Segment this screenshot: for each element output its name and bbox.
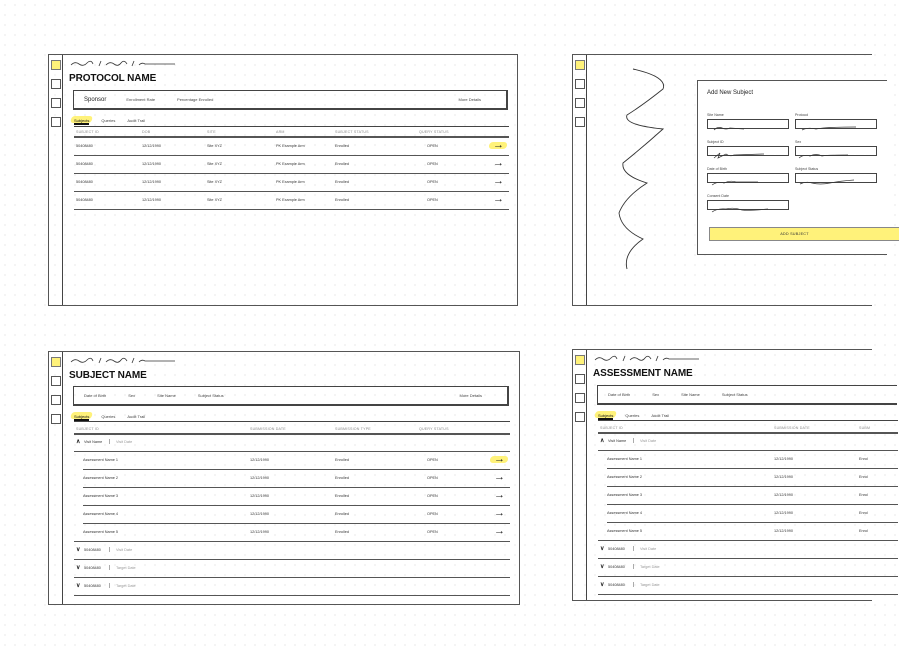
visit-group-expanded[interactable] (74, 434, 510, 452)
submission-type-cell: Enrol (859, 475, 868, 479)
arrow-right-icon[interactable]: → (494, 507, 505, 519)
nav-rail (49, 55, 63, 305)
separator: | (633, 438, 635, 444)
submission-date-cell: 12/12/1990 (774, 511, 794, 515)
scribble-breadcrumb-icon[interactable] (69, 355, 179, 365)
percentage-enrolled-label: Percentage Enrolled (177, 97, 214, 102)
chevron-down-icon[interactable]: ∨ (76, 547, 81, 553)
tab-subjects[interactable]: Subjects (74, 413, 90, 419)
site-cell: Site XYZ (207, 162, 222, 166)
tab-queries[interactable]: Queries (625, 412, 640, 418)
square-icon[interactable] (51, 376, 61, 386)
arrow-right-icon[interactable]: → (493, 193, 504, 205)
assessment-row[interactable] (598, 487, 898, 505)
column-header[interactable]: SUBMISSION DATE (250, 427, 286, 431)
square-icon[interactable] (575, 98, 585, 108)
sex-label: Sex (795, 140, 802, 144)
separator: | (109, 547, 111, 553)
target-date: Target Date (116, 566, 136, 570)
square-highlighted-icon[interactable] (51, 357, 61, 367)
assessment-row[interactable] (74, 524, 510, 542)
subject-info-bar (73, 386, 509, 406)
visit-date: Visit Date (116, 440, 133, 444)
assessment-row[interactable] (598, 451, 898, 469)
table-row[interactable] (74, 192, 509, 210)
visit-name: 50408480 (84, 548, 101, 552)
tab-audit-trail[interactable]: Audit Trail (651, 412, 670, 418)
table-row[interactable] (74, 138, 509, 156)
scribble-breadcrumb-icon[interactable] (69, 58, 179, 68)
page-title: SUBJECT NAME (69, 370, 147, 381)
assessment-name-cell: Assessment Name 4 (83, 512, 119, 516)
separator: | (109, 565, 111, 571)
target-date: Target Date (640, 583, 660, 587)
consent-date-label: Consent Date (707, 194, 729, 198)
chevron-down-icon[interactable]: ∨ (600, 564, 605, 570)
assessment-name-cell: Assessment Name 2 (607, 475, 643, 479)
arm-cell: PK Example Arm (276, 144, 305, 148)
square-icon[interactable] (51, 395, 61, 405)
more-details-link[interactable]: More Details (458, 97, 481, 102)
subject-status-label: Subject Status (795, 167, 819, 171)
column-header[interactable]: QUERY STATUS (419, 427, 449, 431)
table-row[interactable] (74, 156, 509, 174)
nav-rail (573, 55, 587, 305)
visit-name: 50408480 (608, 583, 625, 587)
subject-status-label: Subject Status (721, 392, 748, 397)
modal-title: Add New Subject (707, 90, 754, 96)
submission-date-cell: 12/12/1990 (774, 475, 794, 479)
square-icon[interactable] (51, 98, 61, 108)
column-header[interactable]: SITE (207, 130, 216, 134)
protocol-screen-frame (48, 54, 518, 306)
site-name-input[interactable] (707, 119, 789, 129)
tab-subjects[interactable]: Subjects (598, 412, 614, 418)
submission-date-cell: 12/12/1990 (774, 457, 794, 461)
square-highlighted-icon[interactable] (575, 60, 585, 70)
arm-cell: PK Example Arm (276, 180, 305, 184)
visit-date: Visit Date (640, 439, 657, 443)
arrow-right-icon[interactable]: → (494, 525, 505, 537)
site-name-label: Site Name (707, 113, 724, 117)
sex-label: Sex (128, 393, 136, 398)
assessment-row[interactable] (74, 452, 510, 470)
consent-date-input[interactable] (707, 200, 789, 210)
submission-date-cell: 12/12/1990 (250, 458, 270, 462)
assessment-name-cell: Assessment Name 2 (83, 476, 119, 480)
separator: | (633, 546, 635, 552)
dob-cell: 12/12/1990 (142, 198, 162, 202)
visit-group-collapsed[interactable] (598, 559, 898, 577)
visit-group-collapsed[interactable] (598, 541, 898, 559)
tab-divider (598, 420, 898, 421)
dob-cell: 12/12/1990 (142, 162, 162, 166)
dob-label: Date of Birth (608, 392, 631, 397)
row-divider (598, 594, 898, 595)
page-title: ASSESSMENT NAME (593, 368, 693, 379)
tab-divider (74, 126, 509, 127)
submission-type-cell: Enrolled (335, 530, 349, 534)
subject-id-input[interactable] (707, 146, 789, 156)
query-status-cell: OPEN (427, 198, 438, 202)
visit-group-collapsed[interactable] (74, 542, 510, 560)
site-name-label: Site Name (157, 393, 176, 398)
tab-bar (598, 410, 681, 420)
row-divider (74, 595, 510, 596)
subject-id-label: Subject ID (707, 140, 724, 144)
tab-bar (74, 411, 157, 421)
assessment-name-cell: Assessment Name 4 (607, 511, 643, 515)
assessment-name-cell: Assessment Name 5 (607, 529, 643, 533)
submission-type-cell: Enrol (859, 493, 868, 497)
chevron-down-icon[interactable]: ∨ (76, 583, 81, 589)
visit-group-expanded[interactable] (598, 433, 898, 451)
visit-name: 50408480 (608, 547, 625, 551)
assessment-name-cell: Assessment Name 3 (607, 493, 643, 497)
submission-date-cell: 12/12/1990 (250, 530, 270, 534)
subject-id-cell: 50408480 (76, 162, 93, 166)
square-icon[interactable] (51, 79, 61, 89)
square-highlighted-icon[interactable] (575, 355, 585, 365)
submission-type-cell: Enrolled (335, 458, 349, 462)
separator: | (109, 439, 111, 445)
page-title: PROTOCOL NAME (69, 73, 157, 84)
visit-name: 50408480 (84, 584, 101, 588)
arrow-right-icon[interactable]: → (493, 175, 504, 187)
tab-divider (74, 421, 510, 422)
subject-status-label: Subject Status (197, 393, 224, 398)
query-status-cell: OPEN (427, 144, 438, 148)
dob-cell: 12/12/1990 (142, 180, 162, 184)
arrow-right-icon[interactable]: → (494, 453, 505, 465)
assessment-name-cell: Assessment Name 1 (83, 458, 119, 462)
nav-rail (49, 352, 63, 604)
assessment-screen-frame (572, 349, 872, 601)
subject-status-cell: Enrolled (335, 144, 349, 148)
query-status-cell: OPEN (427, 512, 438, 516)
submission-type-cell: Enrol (859, 457, 868, 461)
column-header[interactable]: SUBM (859, 426, 871, 430)
row-divider (74, 209, 509, 211)
assessment-row[interactable] (598, 505, 898, 523)
square-icon[interactable] (575, 117, 585, 127)
query-status-cell: OPEN (427, 458, 438, 462)
chevron-up-icon[interactable]: ∧ (600, 438, 605, 444)
column-header[interactable]: SUBJECT ID (76, 130, 99, 134)
square-icon[interactable] (575, 79, 585, 89)
subject-status-cell: Enrolled (335, 180, 349, 184)
tab-bar (74, 115, 157, 125)
visit-name: Visit Name (608, 439, 627, 443)
chevron-down-icon[interactable]: ∨ (600, 546, 605, 552)
visit-group-collapsed[interactable] (74, 560, 510, 578)
enrollment-rate-label: Enrollment Rate (126, 97, 156, 102)
visit-group-collapsed[interactable] (74, 578, 510, 596)
tab-audit-trail[interactable]: Audit Trail (127, 117, 146, 123)
chevron-up-icon[interactable]: ∧ (76, 439, 81, 445)
visit-date: Visit Date (640, 547, 657, 551)
subject-status-input[interactable] (795, 173, 877, 183)
submission-date-cell: 12/12/1990 (774, 529, 794, 533)
query-status-cell: OPEN (427, 476, 438, 480)
square-icon[interactable] (51, 414, 61, 424)
site-cell: Site XYZ (207, 144, 222, 148)
scribble-breadcrumb-icon[interactable] (593, 353, 703, 363)
subject-status-cell: Enrolled (335, 198, 349, 202)
column-header[interactable]: SUBJECT ID (76, 427, 99, 431)
visit-date: Visit Date (116, 548, 133, 552)
visits-table (74, 427, 510, 597)
site-name-label: Site Name (681, 392, 700, 397)
assessment-name-cell: Assessment Name 3 (83, 494, 119, 498)
sex-label: Sex (652, 392, 660, 397)
assessment-row[interactable] (74, 470, 510, 488)
separator: | (633, 564, 635, 570)
nav-rail (573, 350, 587, 600)
column-header[interactable]: SUBJECT STATUS (335, 130, 369, 134)
protocol-info-bar (73, 90, 508, 110)
more-details-link[interactable]: More Details (459, 393, 482, 398)
column-header[interactable]: SUBMISSION DATE (774, 426, 810, 430)
square-icon[interactable] (575, 412, 585, 422)
wavy-divider-icon (613, 67, 683, 277)
submission-type-cell: Enrol (859, 529, 868, 533)
column-header[interactable]: ARM (276, 130, 285, 134)
assessment-info-bar (597, 385, 897, 405)
arm-cell: PK Example Arm (276, 162, 305, 166)
square-icon[interactable] (575, 393, 585, 403)
target-date: Target Date (640, 565, 660, 569)
add-subject-button[interactable]: ADD SUBJECT (709, 227, 899, 241)
query-status-cell: OPEN (427, 162, 438, 166)
subjects-table (74, 130, 509, 210)
separator: | (633, 582, 635, 588)
square-highlighted-icon[interactable] (51, 60, 61, 70)
site-cell: Site XYZ (207, 198, 222, 202)
assessment-row[interactable] (598, 469, 898, 487)
submission-date-cell: 12/12/1990 (250, 512, 270, 516)
subject-status-cell: Enrolled (335, 162, 349, 166)
arm-cell: PK Example Arm (276, 198, 305, 202)
query-status-cell: OPEN (427, 180, 438, 184)
submission-type-cell: Enrolled (335, 476, 349, 480)
submission-date-cell: 12/12/1990 (774, 493, 794, 497)
protocol-label: Protocol (795, 113, 809, 117)
visit-name: Visit Name (84, 440, 103, 444)
column-header[interactable]: DOB (142, 130, 151, 134)
add-subject-modal (697, 80, 887, 255)
tab-subjects[interactable]: Subjects (74, 117, 90, 123)
chevron-down-icon[interactable]: ∨ (600, 582, 605, 588)
assessment-row[interactable] (598, 523, 898, 541)
date-of-birth-label: Date of Birth (707, 167, 727, 171)
subject-id-cell: 50408480 (76, 180, 93, 184)
subject-id-cell: 50408480 (76, 144, 93, 148)
assessment-name-cell: Assessment Name 5 (83, 530, 119, 534)
dob-label: Date of Birth (84, 393, 107, 398)
add-subject-screen-frame (572, 54, 872, 306)
date-of-birth-input[interactable] (707, 173, 789, 183)
assessment-row[interactable] (74, 506, 510, 524)
tab-queries[interactable]: Queries (101, 413, 116, 419)
visit-group-collapsed[interactable] (598, 577, 898, 595)
sponsor-label: Sponsor (84, 96, 107, 103)
dob-cell: 12/12/1990 (142, 144, 162, 148)
assessments-table (598, 426, 898, 596)
subject-screen-frame (48, 351, 520, 605)
column-header[interactable]: SUBJECT ID (600, 426, 623, 430)
submission-date-cell: 12/12/1990 (250, 476, 270, 480)
submission-type-cell: Enrol (859, 511, 868, 515)
arrow-right-icon[interactable]: → (493, 139, 504, 151)
subject-id-cell: 50408480 (76, 198, 93, 202)
arrow-right-icon[interactable]: → (493, 157, 504, 169)
visit-name: 50408480 (84, 566, 101, 570)
sex-input[interactable] (795, 146, 877, 156)
arrow-right-icon[interactable]: → (494, 489, 505, 501)
chevron-down-icon[interactable]: ∨ (76, 565, 81, 571)
square-icon[interactable] (575, 374, 585, 384)
column-header[interactable]: QUERY STATUS (419, 130, 449, 134)
protocol-input[interactable] (795, 119, 877, 129)
tab-audit-trail[interactable]: Audit Trail (127, 413, 146, 419)
assessment-row[interactable] (74, 488, 510, 506)
submission-type-cell: Enrolled (335, 512, 349, 516)
site-cell: Site XYZ (207, 180, 222, 184)
table-row[interactable] (74, 174, 509, 192)
target-date: Target Date (116, 584, 136, 588)
column-header[interactable]: SUBMISSION TYPE (335, 427, 371, 431)
separator: | (109, 583, 111, 589)
submission-date-cell: 12/12/1990 (250, 494, 270, 498)
assessment-name-cell: Assessment Name 1 (607, 457, 643, 461)
square-icon[interactable] (51, 117, 61, 127)
query-status-cell: OPEN (427, 494, 438, 498)
submission-type-cell: Enrolled (335, 494, 349, 498)
query-status-cell: OPEN (427, 530, 438, 534)
arrow-right-icon[interactable]: → (494, 471, 505, 483)
visit-name: 50408480 (608, 565, 625, 569)
tab-queries[interactable]: Queries (101, 117, 116, 123)
